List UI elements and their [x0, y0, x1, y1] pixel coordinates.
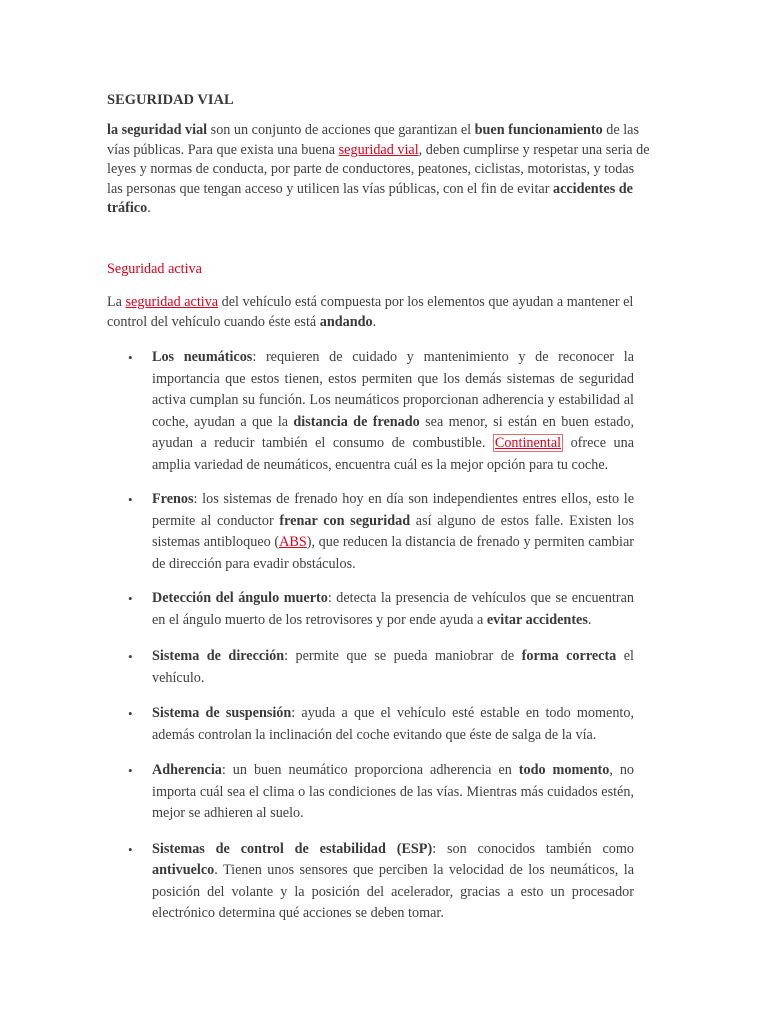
page-title: SEGURIDAD VIAL	[107, 92, 234, 108]
item-text: ), que reducen la distancia de frenado y permiten cambiar de dirección para evadir obstáculos.	[152, 534, 634, 572]
item-text: el vehículo.	[152, 648, 634, 686]
activa-text-2: del vehículo está compuesta por los elementos que ayudan a mantener el control del vehículo cuando éste está	[107, 294, 634, 330]
intro-bold-6: accidentes de tráfico	[107, 180, 633, 216]
item-text: : son conocidos también como	[432, 840, 634, 857]
item-bold: Sistema de suspensión	[152, 705, 292, 721]
item-text: : ayuda a que el vehículo esté estable en todo momento, además controlan la inclinación del coche evitando que éste de salga de la vía.	[152, 705, 634, 743]
intro-text-5: , deben cumplirse y respetar una seria de leyes y normas de conducta, por parte de conductores, peatones, ciclistas, motoristas, y todas las personas que tengan acceso y utilicen las vías públicas, con el fin de evitar	[107, 141, 650, 197]
item-text: : requieren de cuidado y mantenimiento y de reconocer la importancia que estos tienen, estos permiten que los demás sistemas de seguridad activa cumplan su función. Los neumáticos proporcionan adherencia y estabilidad al coche, ayudan a que la	[152, 349, 634, 430]
item-bold: forma correcta	[521, 648, 617, 664]
item-text: : detecta la presencia de vehículos que se encuentran en el ángulo muerto de los retrovisores y por ende ayuda a	[152, 590, 634, 628]
list-item	[152, 760, 634, 825]
list-item	[152, 588, 634, 631]
item-bold: Detección del ángulo muerto	[152, 590, 328, 606]
list-item	[152, 489, 634, 575]
continental-link[interactable]: Continental	[494, 435, 562, 451]
list-item	[152, 703, 634, 746]
intro-paragraph	[107, 121, 652, 219]
seguridad-vial-link[interactable]: seguridad vial	[338, 141, 419, 158]
item-text: .	[587, 611, 592, 628]
section-heading: Seguridad activa	[107, 261, 202, 277]
item-bold: frenar con seguridad	[279, 512, 411, 529]
intro-bold-3: buen funcionamiento	[474, 122, 603, 138]
bullet-list	[152, 347, 634, 925]
seguridad-activa-link[interactable]: seguridad activa	[125, 294, 219, 310]
item-bold: antivuelco	[152, 862, 215, 878]
intro-text-4: de las vías públicas. Para que exista una buena	[107, 122, 639, 158]
item-bold: evitar accidentes	[486, 611, 588, 628]
item-bold: distancia de frenado	[293, 413, 420, 430]
activa-paragraph	[107, 293, 652, 332]
activa-text-4: .	[372, 313, 377, 330]
item-bold: Los neumáticos	[152, 349, 253, 365]
abs-link[interactable]: ABS	[279, 534, 307, 550]
list-item	[152, 839, 634, 925]
item-bold: Frenos	[152, 491, 194, 507]
list-item	[152, 347, 634, 476]
item-text: así alguno de estos falle. Existen los sistemas antibloqueo (	[152, 512, 634, 550]
activa-text-1: La	[107, 294, 126, 310]
item-bold: Sistemas de control de estabilidad (ESP)	[152, 840, 433, 857]
activa-bold-3: andando	[319, 313, 373, 330]
item-text: ofrece una amplia variedad de neumáticos, encuentra cuál es la mejor opción para tu coche.	[152, 435, 634, 473]
item-text: : un buen neumático proporciona adherencia en	[221, 762, 519, 778]
item-text: : permite que se pueda maniobrar de	[284, 648, 522, 664]
item-text: , no importa cuál sea el clima o las condiciones de las vías. Mientras más cuidados estén, mejor se adhieren al suelo.	[152, 762, 635, 821]
item-text: . Tienen unos sensores que perciben la velocidad de los neumáticos, la posición del volante y la posición del acelerador, gracias a esto un procesador electrónico determina qué acciones se deben tomar.	[152, 862, 634, 921]
list-item	[152, 646, 634, 689]
intro-bold-1: la seguridad vial	[107, 122, 208, 138]
intro-text-2: son un conjunto de acciones que garantizan el	[207, 122, 475, 138]
intro-text-7: .	[147, 200, 151, 216]
item-bold: todo momento	[518, 762, 610, 778]
item-bold: Sistema de dirección	[152, 648, 285, 664]
item-bold: Adherencia	[152, 762, 222, 778]
item-text: : los sistemas de frenado hoy en día son independientes entres ellos, esto le permite al conductor	[152, 491, 634, 529]
item-text: sea menor, si están en buen estado, ayudan a reducir también el consumo de combustible.	[152, 413, 634, 451]
